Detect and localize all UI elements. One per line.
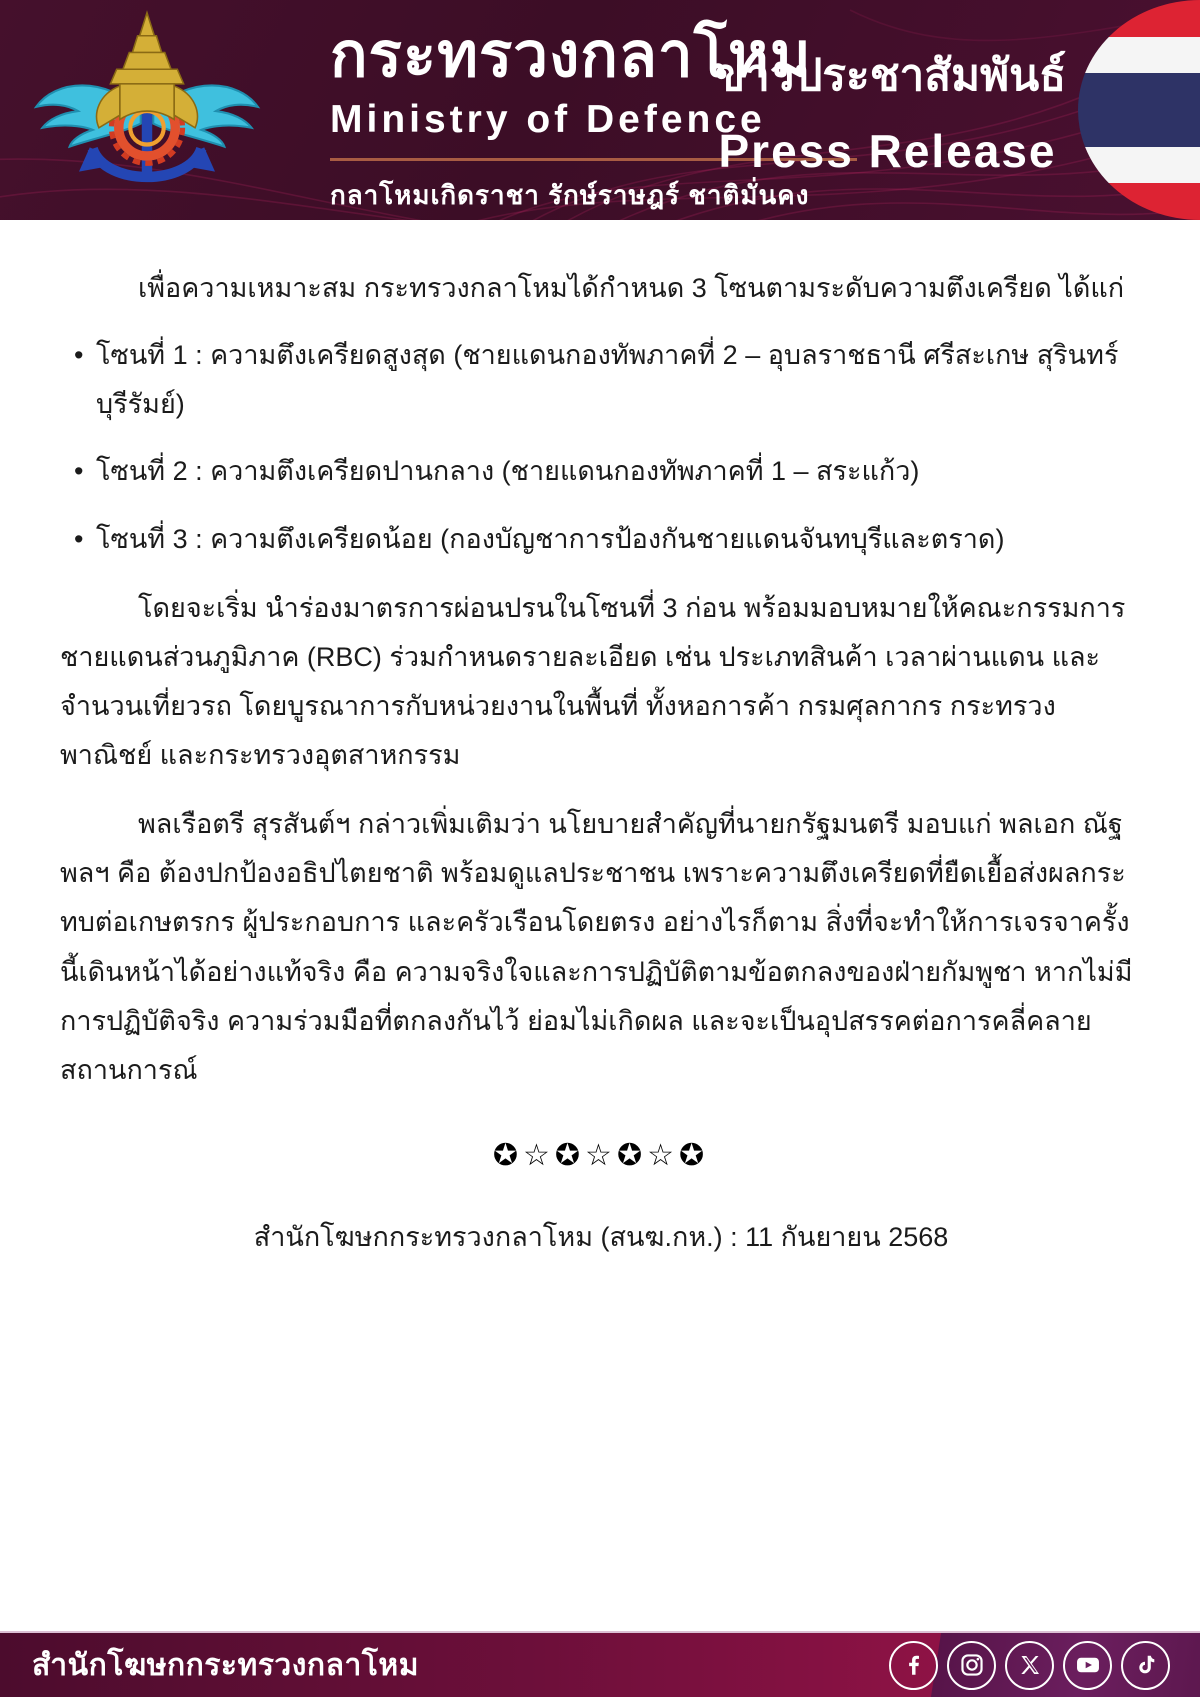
source-dateline: สำนักโฆษกกระทรวงกลาโหม (สนฆ.กห.) : 11 กันยายน 2568 xyxy=(253,1222,949,1253)
press-release-english: Press Release xyxy=(718,125,1057,177)
ministry-of-defence-emblem xyxy=(32,10,262,210)
measures-paragraph: โดยจะเริ่ม นำร่องมาตรการผ่อนปรนในโซนที่ 3 ก่อน พร้อมมอบหมายให้คณะกรรมการชายแดนส่วนภูมิภาค (RBC) ร่วมกำหนดรายละเอียด เช่น ประเภทสินค้า เวลาผ่านแดน และจำนวนเที่ยวรถ โดยบูรณาการกับหน่วยงานในพื้นที่ ทั้งหอการค้า กรมศุลกากร กระทรวงพาณิชย์ และกระทรวงอุตสาหกรรม xyxy=(60,592,1126,770)
youtube-icon[interactable] xyxy=(1063,1641,1112,1690)
zone-3-text: โซนที่ 3 : ความตึงเครียดน้อย (กองบัญชาการป้องกันชายแดนจันทบุรีและตราด) xyxy=(96,523,1005,554)
intro-paragraph: เพื่อความเหมาะสม กระทรวงกลาโหมได้กำหนด 3 โซนตามระดับความตึงเครียด ได้แก่ xyxy=(138,273,1125,303)
instagram-icon[interactable] xyxy=(947,1641,996,1690)
press-release-title-block xyxy=(715,40,1067,178)
chada-crown xyxy=(97,13,198,128)
zone-1-text: โซนที่ 1 : ความตึงเครียดสูงสุด (ชายแดนกองทัพภาคที่ 2 – อุบลราชธานี ศรีสะเกษ สุรินทร์ บุรีรัมย์) xyxy=(96,340,1119,420)
footer-office-label: สำนักโฆษกกระทรวงกลาโหม xyxy=(32,1648,419,1682)
press-release-body xyxy=(0,220,1200,1263)
x-icon[interactable] xyxy=(1005,1641,1054,1690)
bullet-icon: • xyxy=(74,340,84,371)
zone-2-text: โซนที่ 2 : ความตึงเครียดปานกลาง (ชายแดนกองทัพภาคที่ 1 – สระแก้ว) xyxy=(96,456,920,487)
facebook-icon[interactable] xyxy=(889,1641,938,1690)
bullet-icon: • xyxy=(74,523,84,554)
tiktok-icon[interactable] xyxy=(1121,1641,1170,1690)
ministry-tagline: กลาโหมเกิดราชา รักษ์ราษฎร์ ชาติมั่นคง xyxy=(330,180,810,211)
zone-2-item xyxy=(74,447,1142,496)
ministry-title-english: Ministry of Defence xyxy=(330,98,766,142)
flag-stripe-blue xyxy=(1078,73,1200,146)
footer-bar xyxy=(0,1631,1200,1697)
ministry-title-thai: กระทรวงกลาโหม xyxy=(330,21,812,90)
header-banner xyxy=(0,0,1200,220)
star-divider: ✪☆✪☆✪☆✪ xyxy=(492,1138,710,1172)
zone-3-item xyxy=(74,515,1142,564)
social-links xyxy=(889,1641,1170,1690)
bullet-icon: • xyxy=(74,456,84,487)
zone-1-item xyxy=(74,331,1142,429)
spokesperson-paragraph: พลเรือตรี สุรสันต์ฯ กล่าวเพิ่มเติมว่า นโยบายสำคัญที่นายกรัฐมนตรี มอบแก่ พลเอก ณัฐพลฯ คือ ต้องปกป้องอธิปไตยชาติ พร้อมดูแลประชาชน เพราะความตึงเครียดที่ยืดเยื้อส่งผลกระทบต่อเกษตรกร ผู้ประกอบการ และครัวเรือนโดยตรง อย่างไรก็ตาม สิ่งที่จะทำให้การเจรจาครั้งนี้เดินหน้าได้อย่างแท้จริง คือ ความจริงใจและการปฏิบัติตามข้อตกลงของฝ่ายกัมพูชา หากไม่มีการปฏิบัติจริง ความร่วมมือที่ตกลงกันไว้ ย่อมไม่เกิดผล และจะเป็นอุปสรรคต่อการคลี่คลายสถานการณ์ xyxy=(60,809,1133,1085)
press-release-thai: ข่าวประชาสัมพันธ์ xyxy=(715,51,1067,100)
